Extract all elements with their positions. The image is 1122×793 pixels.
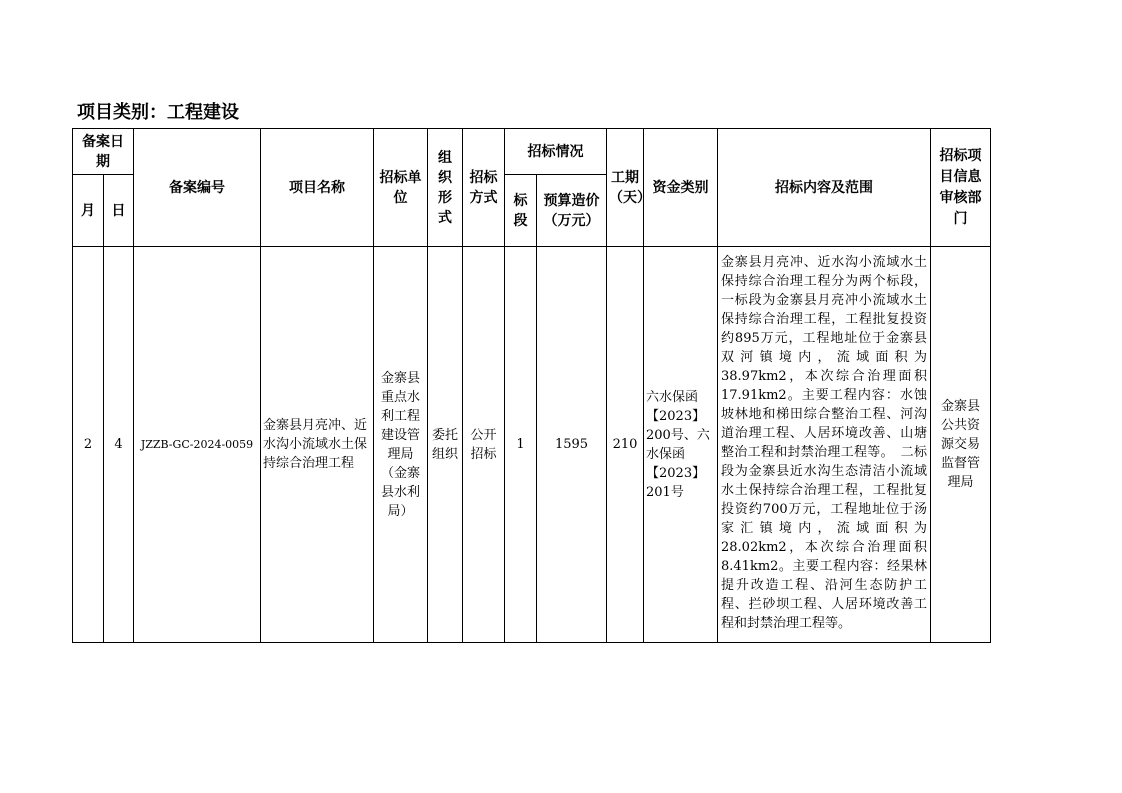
cell-org-form: 委托组织: [428, 247, 463, 643]
header-tender-info: 招标情况: [505, 129, 607, 175]
header-scope: 招标内容及范围: [718, 129, 931, 247]
page-title: 项目类别：工程建设: [77, 102, 239, 123]
header-section: 标段: [505, 175, 537, 247]
table-row: [73, 247, 991, 643]
cell-budget: 1595: [537, 247, 607, 643]
header-tender-unit: 招标单位: [374, 129, 428, 247]
header-month: 月: [73, 175, 104, 247]
header-project-name: 项目名称: [261, 129, 374, 247]
header-filing-date: 备案日期: [73, 129, 134, 175]
header-filing-no: 备案编号: [134, 129, 261, 247]
tender-filing-table: [72, 128, 991, 643]
cell-review-dept: 金寨县公共资源交易监督管理局: [931, 247, 991, 643]
header-review-dept: 招标项目信息审核部门: [931, 129, 991, 247]
cell-section: 1: [505, 247, 537, 643]
cell-tender-method: 公开招标: [463, 247, 505, 643]
header-row-1: [73, 129, 991, 175]
cell-project-name: 金寨县月亮冲、近水沟小流域水土保持综合治理工程: [261, 247, 374, 643]
header-org-form: 组织形式: [428, 129, 463, 247]
header-day: 日: [104, 175, 134, 247]
header-tender-method: 招标方式: [463, 129, 505, 247]
cell-tender-unit: 金寨县重点水利工程建设管理局（金寨县水利局）: [374, 247, 428, 643]
header-budget: 预算造价 （万元）: [537, 175, 607, 247]
cell-filing-no: JZZB-GC-2024-0059: [134, 247, 261, 643]
cell-day: 4: [104, 247, 134, 643]
cell-duration: 210: [607, 247, 644, 643]
header-fund-type: 资金类别: [644, 129, 718, 247]
cell-month: 2: [73, 247, 104, 643]
cell-scope: 金寨县月亮冲、近水沟小流域水土保持综合治理工程分为两个标段，一标段为金寨县月亮冲小流域水土保持综合治理工程，工程批复投资约895万元，工程地址位于金寨县双河镇境内，流域面积为38.97km2，本次综合治理面积17.91km2。主要工程内容：水蚀坡林地和梯田综合整治工程、河沟道治理工程、人居环境改善、山塘整治工程和封禁治理工程等。 二标段为金寨县近水沟生态清洁小流域水土保持综合治理工程，工程批复投资约700万元，工程地址位于汤家汇镇境内，流域面积为28.02km2，本次综合治理面积8.41km2。主要工程内容：经果林提升改造工程、沿河生态防护工程、拦砂坝工程、人居环境改善工程和封禁治理工程等。: [718, 247, 931, 643]
cell-fund-type: 六水保函【2023】200号、六水保函【2023】201号: [644, 247, 718, 643]
header-duration: 工期（天）: [607, 129, 644, 247]
